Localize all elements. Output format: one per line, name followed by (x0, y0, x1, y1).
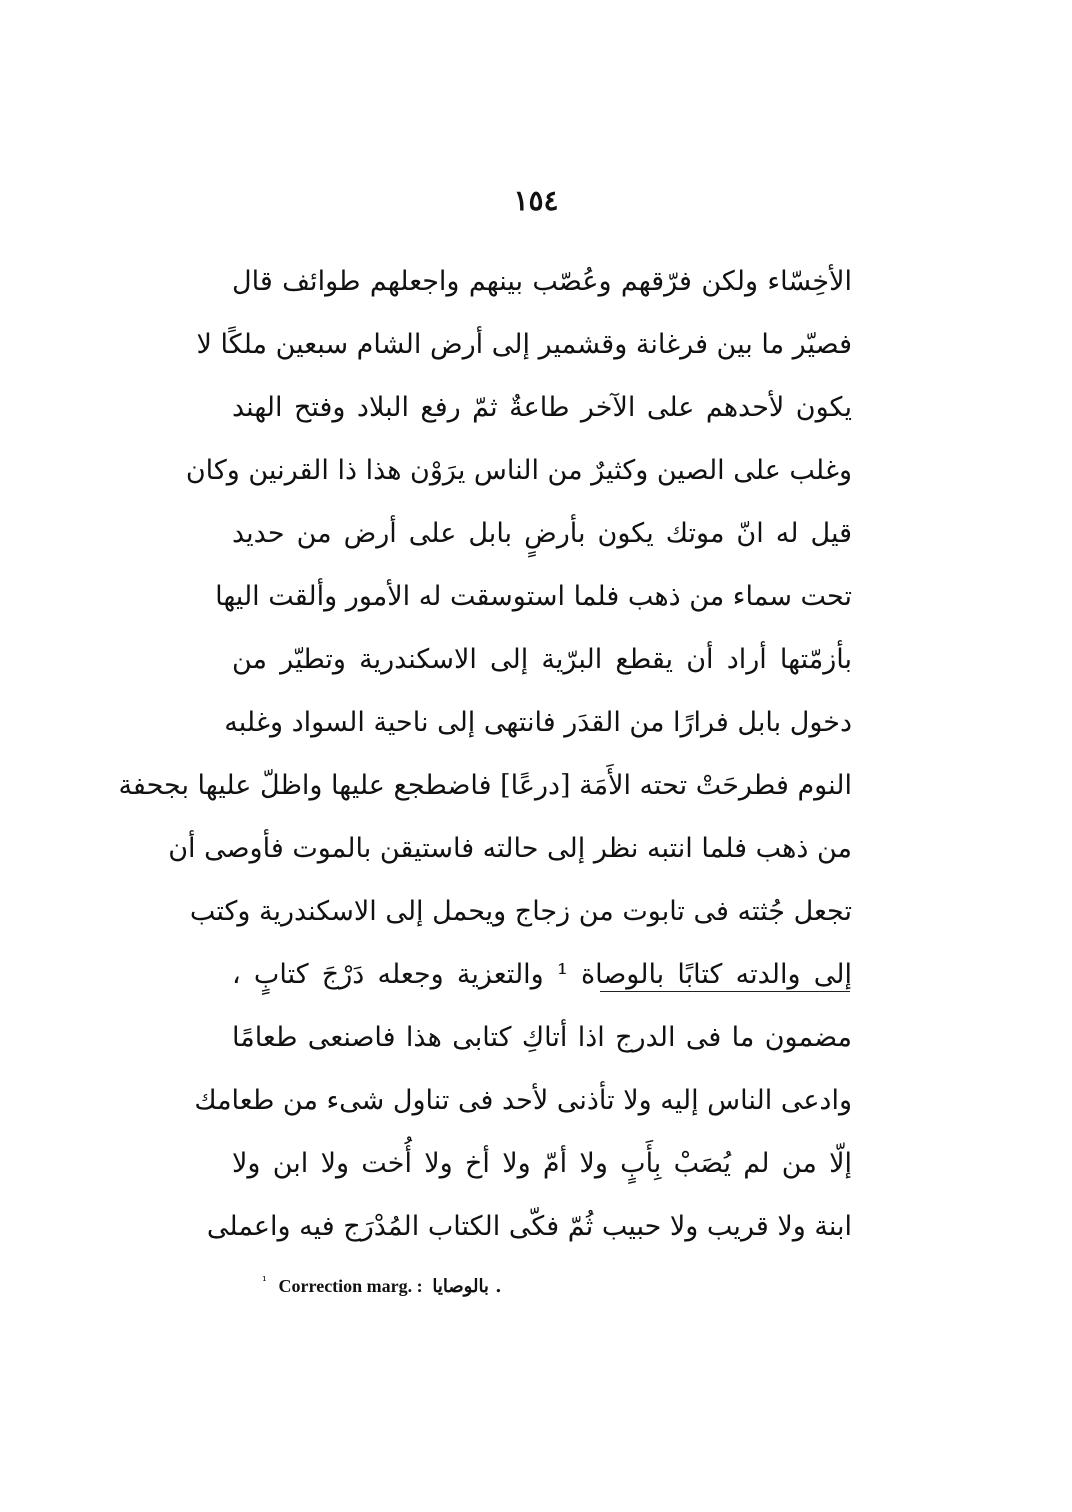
footnote-text: بالوصايا . (432, 1276, 502, 1297)
text-line: يكون لأحدهم على الآخر طاعةٌ ثمّ رفع البلاد وفتح الهند (232, 392, 852, 423)
text-line: الأخِسّاء ولكن فرّقهم وعُصّب بينهم واجعلهم طوائف قال (232, 266, 852, 297)
text-line: دخول بابل فرارًا من القدَر فانتهى إلى ناحية السواد وغلبه (224, 707, 852, 738)
text-line: من ذهب فلما انتبه نظر إلى حالته فاستيقن بالموت فأوصى أن (168, 833, 852, 864)
text-line: إلّا من لم يُصَبْ بِأَبٍ ولا أمّ ولا أخ ولا أُخت ولا ابن ولا (232, 1148, 852, 1179)
footnote-label: Correction marg. : (278, 1276, 423, 1296)
text-line: بأزمّتها أراد أن يقطع البرّية إلى الاسكندرية وتطيّر من (232, 644, 852, 675)
text-line: قيل له انّ موتك يكون بأرضٍ بابل على أرض من حديد (232, 518, 852, 549)
text-line-with-note: إلى والدته كتابًا بالوصاة ¹ والتعزية وجعله دَرْجَ كتابٍ ، (232, 959, 852, 990)
text-line: تجعل جُثته فى تابوت من زجاج ويحمل إلى الاسكندرية وكتب (189, 896, 852, 927)
text-line: وادعى الناس إليه ولا تأذنى لأحد فى تناول شىء من طعامك (194, 1085, 852, 1116)
text-line: النوم فطرحَتْ تحته الأَمَة [درعًا] فاضطجع عليها واظلّ عليها بجحفة (118, 770, 852, 801)
footnote-marker: ¹ (262, 1274, 267, 1288)
body-text (118, 250, 852, 1258)
annotation-underline (600, 991, 850, 992)
text-line: مضمون ما فى الدرج اذا أتاكِ كتابى هذا فاصنعى طعامًا (232, 1022, 852, 1053)
text-line: ابنة ولا قريب ولا حبيب ثُمّ فكّى الكتاب المُدْرَج فيه واعملى (206, 1211, 852, 1242)
page-number: ١٥٤ (513, 184, 559, 217)
text-line: وغلب على الصين وكثيرٌ من الناس يرَوْن هذا ذا القرنين وكان (185, 455, 852, 486)
footnote (262, 1274, 502, 1297)
text-line: تحت سماء من ذهب فلما استوسقت له الأمور وألقت اليها (215, 581, 852, 612)
text-line: فصيّر ما بين فرغانة وقشمير إلى أرض الشام سبعين ملكًا لا (196, 329, 852, 360)
